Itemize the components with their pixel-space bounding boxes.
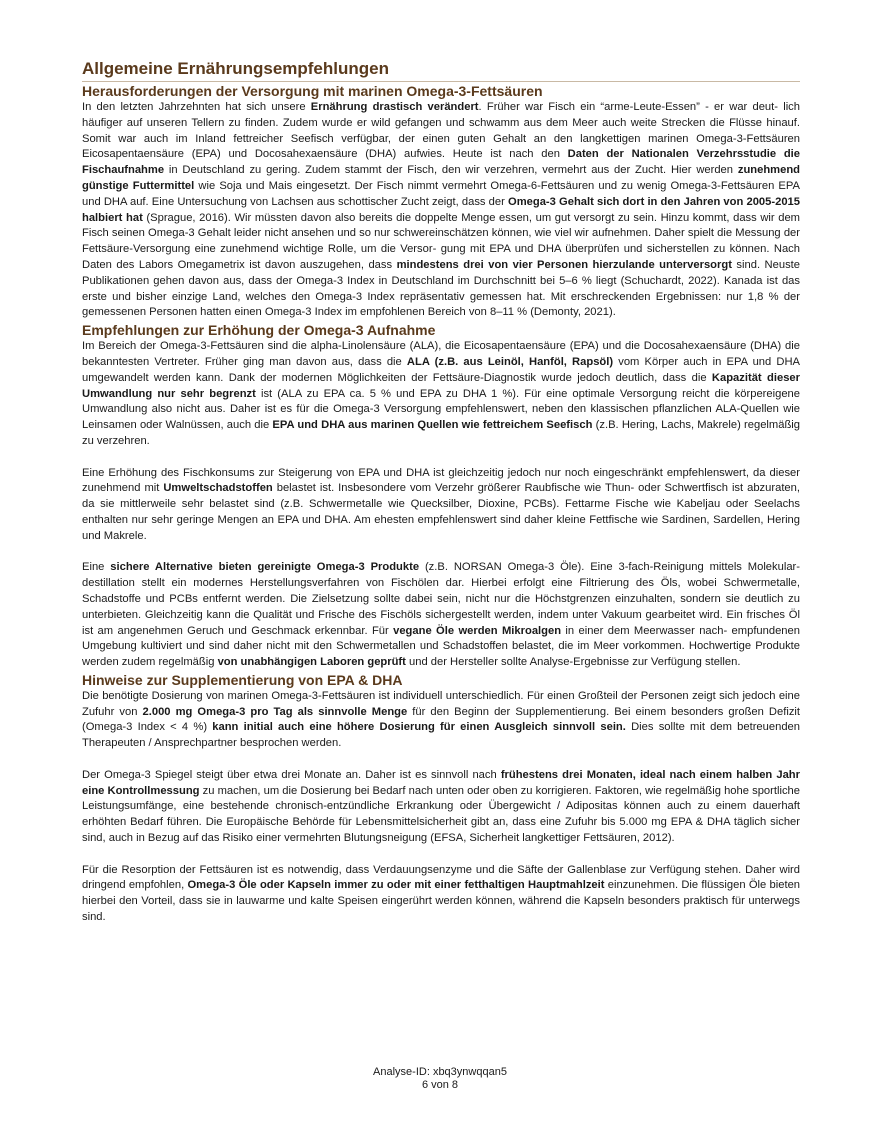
bold-text: 2.000 mg Omega-3 pro Tag als sinnvolle Menge xyxy=(142,705,408,718)
text-run: (z.B. Hering, Lachs, Makrele) regelmäßig zu verzehren. xyxy=(82,419,800,447)
bold-text: vegane Öle werden Mikroalgen xyxy=(393,624,562,637)
paragraph xyxy=(82,863,800,926)
page-title: Allgemeine Ernährungsempfehlungen xyxy=(82,59,389,78)
paragraph xyxy=(82,100,800,321)
bold-text: kann initial auch eine höhere Dosierung für einen Ausgleich sinnvoll sein. xyxy=(212,721,626,734)
section-heading: Herausforderungen der Versorgung mit marinen Omega-3-Fettsäuren xyxy=(82,83,543,99)
text-run: Für die Resorption der Fettsäuren ist es notwendig, dass Verdauungsenzyme und die Säfte der Gallenblase zur Verfügung stehen. Daher wird dringend empfohlen, xyxy=(82,863,800,892)
text-run: in einer dem Meerwasser nach- empfundenen Umgebung kultiviert und sind daher nicht mit den Schwermetallen und Schadstoffen belastet, die im Meer vorkommen. Hochwertige Produkte werden zudem regelmäßig xyxy=(82,624,800,669)
text-run: einzunehmen. Die flüssigen Öle bieten hierbei den Vorteil, dass sie in lauwarme und kalte Speisen eingerührt werden können, während die Kapseln besonders praktisch für unterwegs sind. xyxy=(82,879,801,924)
text-run: belastet ist. Insbesondere vom Verzehr größerer Raubfische wie Thun- oder Schwertfisch ist abzuraten, da sie mittlerweile sehr belastet sind (z.B. Schwermetalle wie Quecksilber, Dioxine, PCBs). Fettarme Fische wie Kabeljau oder Seelachs enthalten nur sehr geringe Mengen an EPA und DHA. Am ehesten empfehlenswert sind daher kleine Fettfische wie Sardinen, Sardellen, Hering und Makrele. xyxy=(82,482,800,542)
paragraph-spacer xyxy=(82,545,800,561)
text-run: und der Hersteller sollte Analyse-Ergebnisse zur Verfügung stellen. xyxy=(405,656,741,669)
analysis-id: Analyse-ID: xbq3ynwqqan5 xyxy=(373,1066,507,1078)
bold-text: Omega-3 Gehalt sich dort in den Jahren von 2005-2015 halbiert hat xyxy=(82,195,800,224)
paragraph xyxy=(82,466,800,545)
text-run: Im Bereich der Omega-3-Fettsäuren sind die alpha-Linolensäure (ALA), die Eicosapentaensäure (EPA) und die Docosahexaensäure (DHA) die bekanntesten Vertreter. Früher ging man davon aus, dass die xyxy=(82,340,800,368)
page-number: 6 von 8 xyxy=(421,1079,459,1091)
section-heading: Empfehlungen zur Erhöhung der Omega-3 Aufnahme xyxy=(82,322,436,339)
text-run: (Sprague, 2016). Wir müssten davon also bereits die doppelte Menge essen, um gut versorgt zu sein. Hinzu kommt, dass wir dem Fisch seinen Omega-3 Gehalt leider nicht ansehen und so nur schwereinschätzen können, wie viel wir aufnehmen. Daher spielt die Messung der Fettsäure-Versorgung eine zunehmend wichtige Rolle, um die Versor- gung mit EPA und DHA überprüfen und sicherstellen zu können. Nach Daten des Labors Omegametrix ist davon auszugehen, dass xyxy=(82,211,800,271)
text-run: zu machen, um die Dosierung bei Bedarf nach unten oder oben zu korrigieren. Faktoren, wie regelmäßig hohe sportliche Leistungsumfänge, eine bestehende chronisch-entzündliche Erkrankung oder Übergewicht / Adipositas können auch zu einem dauerhaft erhöhten Bedarf führen. Die Europäische Behörde für Lebensmittelsicherheit gibt an, dass eine Zufuhr bis 5.000 mg EPA & DHA täglich sicher sind, auch in Bezug auf das Risiko einer vermehrten Blutungsneigung (EFSA, Sicherheit langkettiger Fettsäuren, 2012). xyxy=(82,784,800,845)
text-run: ist (ALA zu EPA ca. 5 % und EPA zu DHA 1 %). Für eine optimale Versorgung reicht die körpereigene Umwandlung also nicht aus. Daher ist es für die Omega-3 Versorgung empfehlenswert, neben den klassischen pflanzlichen ALA-Quellen wie Leinsamen oder Walnüssen, auch die xyxy=(82,387,800,432)
bold-text: Umweltschadstoffen xyxy=(163,482,273,495)
document-body xyxy=(82,82,800,926)
paragraph xyxy=(82,768,800,847)
text-run: . Früher war Fisch ein “arme-Leute-Essen” - er war deut- lich häufiger auf unseren Tellern zu finden. Zudem wurde er wild gefangen und schwamm aus dem Meer auch weite Strecken die Flüsse hinauf. Somit war auch im Inland fettreicher Seefisch verfügbar, der einen guten Gehalt an den langkettigen marinen Omega-3-Fettsäuren Eicosapentaensäure (EPA) und Docosahexaensäure (DHA) aufwies. Heute ist nach den xyxy=(82,101,800,161)
text-run: für den Beginn der Supplementierung. Bei einem besonders großen Defizit (Omega-3 Index < 4 %) xyxy=(82,705,801,734)
paragraph xyxy=(82,689,800,752)
text-run: Der Omega-3 Spiegel steigt über etwa drei Monate an. Daher ist es sinnvoll nach xyxy=(82,768,501,781)
bold-text: sichere Alternative bieten gereinigte Omega-3 Produkte xyxy=(110,561,420,574)
text-run: Dies sollte mit dem betreuenden Therapeuten / Ansprechpartner besprochen werden. xyxy=(82,721,800,750)
paragraph-spacer xyxy=(82,752,800,768)
text-run: In den letzten Jahrzehnten hat sich unsere xyxy=(82,101,311,113)
document-page xyxy=(82,58,800,926)
text-run: (z.B. NORSAN Omega-3 Öle). Eine 3-fach-Reinigung mittels Molekular- destillation stellt ein modernes Herstellungsverfahren von Fischölen dar. Hierbei erfolgt eine Filtrierung des Öls, wobei Schwermetalle, Schadstoffe und PCBs entfernt werden. Die Zielsetzung sollte dabei sein, nicht nur die Höchstgrenzen einzuhalten, sondern sie deutlich zu unterbieten. Gleichzeitig kann die Qualität und Frische des Fischöls sichergestellt werden, indem unter Vakuum gearbeitet wird. Ein frisches Öl ist am angenehmen Geruch und Geschmack erkennbar. Für xyxy=(82,561,801,637)
bold-text: Daten der Nationalen Verzehrsstudie die Fischaufnahme xyxy=(82,148,800,177)
text-run: Eine Erhöhung des Fischkonsums zur Steigerung von EPA und DHA ist gleichzeitig jedoch nur noch eingeschränkt empfehlenswert, da dieser zunehmend mit xyxy=(82,466,800,495)
paragraph xyxy=(82,339,800,450)
page-footer xyxy=(0,1066,880,1092)
section-heading: Hinweise zur Supplementierung von EPA & DHA xyxy=(82,671,403,688)
paragraph-spacer xyxy=(82,450,800,466)
bold-text: mindestens drei von vier Personen hierzulande unterversorgt xyxy=(396,258,732,271)
bold-text: Omega-3 Öle oder Kapseln immer zu oder mit einer fetthaltigen Hauptmahlzeit xyxy=(187,879,605,892)
bold-text: EPA und DHA aus marinen Quellen wie fettreichem Seefisch xyxy=(272,419,593,432)
paragraph xyxy=(82,560,800,671)
text-run: wie Soja und Mais eingesetzt. Der Fisch nimmt vermehrt Omega-6-Fettsäuren und zu wenig Omega-3-Fettsäuren EPA und DHA auf. Eine Untersuchung von Lachsen aus schottischer Zucht zeigt, dass der xyxy=(82,179,800,208)
bold-text: zunehmend günstige Futtermittel xyxy=(82,164,800,192)
text-run: Eine xyxy=(82,561,111,574)
bold-text: ALA (z.B. aus Leinöl, Hanföl, Rapsöl) xyxy=(406,355,614,368)
text-run: vom Körper auch in EPA und DHA umgewandelt werden kann. Dank der modernen Möglichkeiten der Fettsäure-Diagnostik wurde jedoch deutlich, dass die xyxy=(82,355,800,384)
bold-text: Ernährung drastisch verändert xyxy=(310,101,479,113)
paragraph-spacer xyxy=(82,847,800,863)
text-run: in Deutschland zu gering. Zudem stammt der Fisch, den wir verzehren, vermehrt aus der Zucht. Hier werden xyxy=(164,164,738,177)
text-run: Die benötigte Dosierung von marinen Omega-3-Fettsäuren ist individuell unterschiedlich. Für einen Großteil der Personen zeigt sich jedoch eine Zufuhr von xyxy=(82,689,800,718)
text-run: sind. Neuste Publikationen gehen davon aus, dass der Omega-3 Index in Deutschland im Durchschnitt bei 5–6 % liegt (Schuchardt, 2022). Kanada ist das erste und bisher einzige Land, welches den Omega-3 Index repräsentativ gemessen hat. Mit erschreckenden Ergebnissen: nur 1,8 % der gemessenen Personen hatten einen Omega-3 Index im empfohlenen Bereich von 8–11 % (Demonty, 2021). xyxy=(82,258,800,319)
bold-text: Kapazität dieser Umwandlung nur sehr begrenzt xyxy=(82,371,800,400)
bold-text: frühestens drei Monaten, ideal nach einem halben Jahr eine Kontrollmessung xyxy=(82,768,800,797)
bold-text: von unabhängigen Laboren geprüft xyxy=(217,656,406,669)
